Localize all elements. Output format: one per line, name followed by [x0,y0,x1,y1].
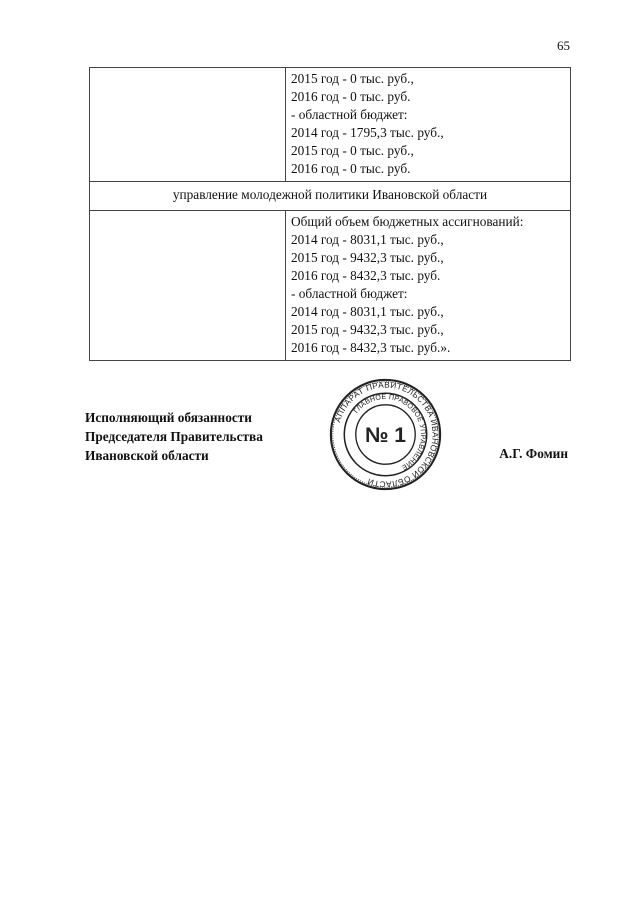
seal-outer-text: АППАРАТ ПРАВИТЕЛЬСТВА ИВАНОВСКОЙ ОБЛАСТИ [333,380,440,489]
budget-line: 2014 год - 8031,1 тыс. руб., [291,232,444,247]
budget-line: 2016 год - 0 тыс. руб. [291,89,411,104]
budget-line: Общий объем бюджетных ассигнований: [291,214,524,229]
table-cell-bottom-block [286,211,571,361]
table-cell-empty [90,211,286,361]
budget-line: 2014 год - 8031,1 тыс. руб., [291,304,444,319]
budget-table [89,67,571,361]
signatory-title [85,408,263,465]
table-cell-top-block [286,68,571,182]
seal-inner-text: ГЛАВНОЕ ПРАВОВОЕ УПРАВЛЕНИЕ [352,392,428,472]
budget-line: - областной бюджет: [291,286,408,301]
section-title: управление молодежной политики Ивановской области [90,182,571,211]
table-cell-empty [90,68,286,182]
signatory-line: Ивановской области [85,448,209,463]
seal-number: № 1 [364,424,407,448]
table-row [90,182,571,211]
budget-line: 2015 год - 0 тыс. руб., [291,71,414,86]
signatory-line: Председателя Правительства [85,429,263,444]
budget-line: 2016 год - 0 тыс. руб. [291,161,411,176]
budget-line: 2016 год - 8432,3 тыс. руб. [291,268,441,283]
table-row [90,68,571,182]
official-seal [328,377,443,492]
page-number: 65 [557,38,570,53]
budget-line: 2015 год - 9432,3 тыс. руб., [291,250,444,265]
budget-line: - областной бюджет: [291,107,408,122]
signatory-name: А.Г. Фомин [499,446,568,461]
budget-line: 2015 год - 9432,3 тыс. руб., [291,322,444,337]
signatory-line: Исполняющий обязанности [85,410,252,425]
budget-line: 2016 год - 8432,3 тыс. руб.». [291,340,451,355]
budget-line: 2014 год - 1795,3 тыс. руб., [291,125,444,140]
budget-line: 2015 год - 0 тыс. руб., [291,143,414,158]
table-row [90,211,571,361]
